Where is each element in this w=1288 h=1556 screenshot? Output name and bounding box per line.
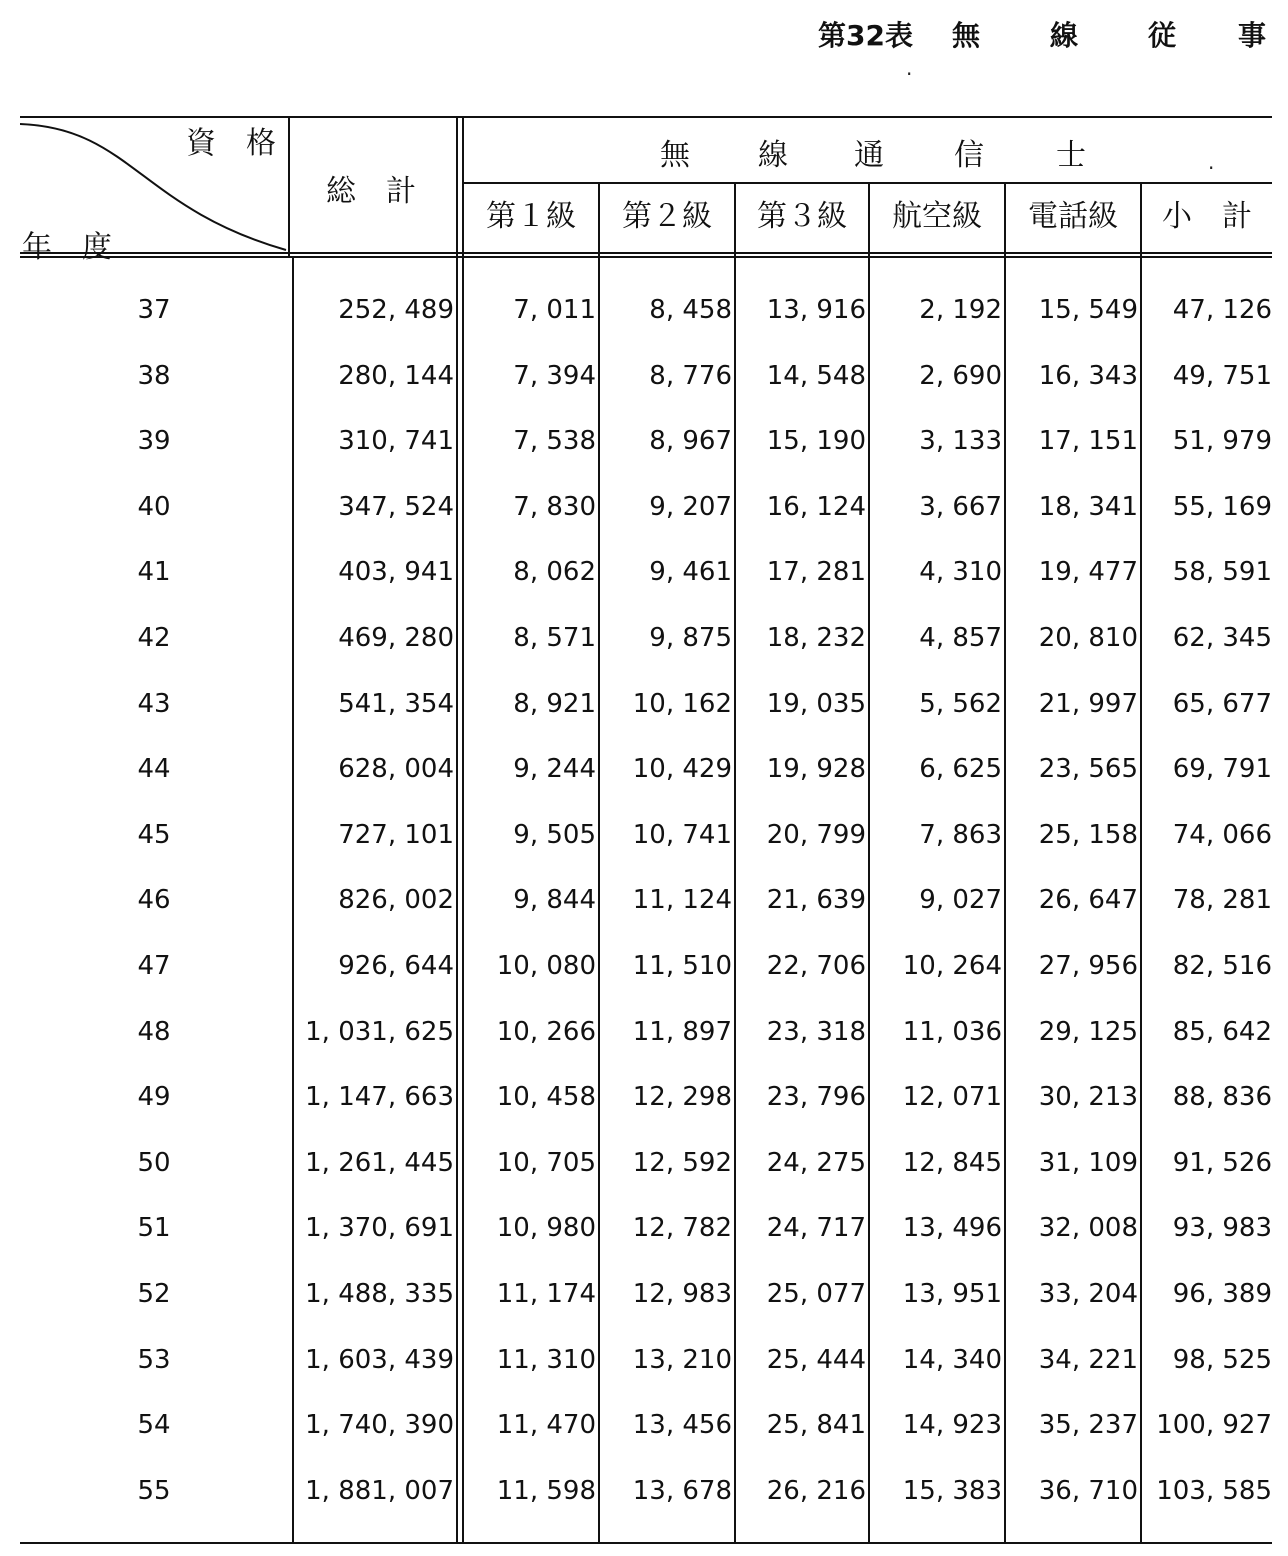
cell-total: 347, 524 [338,492,454,522]
group-char: 信 [954,138,984,173]
column-divider [1140,184,1142,1544]
cell-total: 1, 488, 335 [305,1279,454,1309]
cell-year: 54 [137,1410,171,1440]
cell-year: 49 [137,1082,171,1112]
group-char: 無 [660,138,690,173]
cell-c3: 25, 077 [766,1279,866,1309]
cell-year: 43 [137,689,171,719]
cell-tel: 26, 647 [1038,885,1138,915]
cell-total: 628, 004 [338,754,454,784]
cell-air: 14, 923 [902,1410,1002,1440]
cell-c1: 8, 571 [513,623,596,653]
cell-total: 1, 031, 625 [305,1017,454,1047]
cell-c1: 10, 458 [496,1082,596,1112]
cell-air: 4, 857 [919,623,1002,653]
cell-c2: 8, 776 [649,361,732,391]
cell-air: 2, 690 [919,361,1002,391]
cell-c2: 12, 592 [632,1148,732,1178]
column-divider [598,184,600,1544]
cell-total: 727, 101 [338,820,454,850]
cell-air: 3, 133 [919,426,1002,456]
cell-sub: 93, 983 [1172,1213,1272,1243]
cell-tel: 20, 810 [1038,623,1138,653]
cell-c1: 9, 505 [513,820,596,850]
cell-year: 48 [137,1017,171,1047]
cell-c3: 25, 444 [766,1345,866,1375]
cell-c1: 8, 062 [513,557,596,587]
cell-c2: 8, 967 [649,426,732,456]
cell-sub: 49, 751 [1172,361,1272,391]
cell-c2: 10, 741 [632,820,732,850]
cell-c3: 24, 717 [766,1213,866,1243]
table-bottom-rule [20,1542,1272,1544]
cell-tel: 16, 343 [1038,361,1138,391]
cell-c3: 19, 035 [766,689,866,719]
cell-c2: 9, 461 [649,557,732,587]
cell-air: 10, 264 [902,951,1002,981]
total-divider-right [462,116,464,1544]
cell-year: 55 [137,1476,171,1506]
cell-year: 50 [137,1148,171,1178]
cell-sub: 103, 585 [1156,1476,1272,1506]
cell-year: 46 [137,885,171,915]
cell-year: 51 [137,1213,171,1243]
cell-sub: 65, 677 [1172,689,1272,719]
cell-year: 39 [137,426,171,456]
group-char: 通 [854,138,884,173]
cell-tel: 29, 125 [1038,1017,1138,1047]
cell-total: 926, 644 [338,951,454,981]
cell-c1: 7, 011 [513,295,596,325]
cell-year: 38 [137,361,171,391]
cell-sub: 78, 281 [1172,885,1272,915]
cell-air: 14, 340 [902,1345,1002,1375]
cell-sub: 55, 169 [1172,492,1272,522]
cell-year: 42 [137,623,171,653]
column-divider [1004,184,1006,1544]
cell-total: 252, 489 [338,295,454,325]
cell-c1: 7, 538 [513,426,596,456]
cell-c2: 10, 429 [632,754,732,784]
cell-c1: 11, 470 [496,1410,596,1440]
cell-tel: 27, 956 [1038,951,1138,981]
cell-c2: 8, 458 [649,295,732,325]
cell-tel: 17, 151 [1038,426,1138,456]
cell-tel: 35, 237 [1038,1410,1138,1440]
cell-c1: 10, 705 [496,1148,596,1178]
cell-c2: 11, 897 [632,1017,732,1047]
table-title [818,8,1278,52]
total-divider-left [456,116,458,1544]
cell-tel: 23, 565 [1038,754,1138,784]
cell-c3: 21, 639 [766,885,866,915]
cell-sub: 82, 516 [1172,951,1272,981]
cell-tel: 36, 710 [1038,1476,1138,1506]
cell-air: 6, 625 [919,754,1002,784]
group-char: 線 [758,138,788,173]
cell-c2: 13, 678 [632,1476,732,1506]
column-header-second-class: 第２級 [622,199,712,234]
group-char: 士 [1056,138,1086,173]
cell-air: 7, 863 [919,820,1002,850]
cell-c2: 12, 782 [632,1213,732,1243]
cell-sub: 74, 066 [1172,820,1272,850]
cell-air: 3, 667 [919,492,1002,522]
cell-total: 280, 144 [338,361,454,391]
title-char: 無 [952,19,981,52]
cell-c2: 10, 162 [632,689,732,719]
cell-total: 1, 881, 007 [305,1476,454,1506]
cell-sub: 47, 126 [1172,295,1272,325]
cell-sub: 98, 525 [1172,1345,1272,1375]
cell-c2: 13, 210 [632,1345,732,1375]
cell-c1: 11, 598 [496,1476,596,1506]
cell-c1: 11, 174 [496,1279,596,1309]
cell-c1: 9, 844 [513,885,596,915]
header-total: 総 計 [326,174,416,209]
column-header-third-class: 第３級 [757,199,847,234]
cell-air: 12, 071 [902,1082,1002,1112]
cell-c3: 18, 232 [766,623,866,653]
cell-c1: 11, 310 [496,1345,596,1375]
cell-c3: 24, 275 [766,1148,866,1178]
header-qualification: 資 格 [186,126,276,161]
cell-sub: 96, 389 [1172,1279,1272,1309]
column-header-first-class: 第１級 [486,199,576,234]
cell-air: 12, 845 [902,1148,1002,1178]
cell-c3: 19, 928 [766,754,866,784]
cell-c3: 13, 916 [766,295,866,325]
cell-c3: 23, 796 [766,1082,866,1112]
cell-c1: 7, 394 [513,361,596,391]
cell-total: 1, 261, 445 [305,1148,454,1178]
cell-total: 1, 603, 439 [305,1345,454,1375]
cell-year: 52 [137,1279,171,1309]
cell-sub: 100, 927 [1156,1410,1272,1440]
speck: · [1208,156,1215,180]
column-divider [868,184,870,1544]
cell-c2: 13, 456 [632,1410,732,1440]
cell-total: 826, 002 [338,885,454,915]
title-char: 線 [1050,19,1079,52]
cell-year: 37 [137,295,171,325]
cell-year: 44 [137,754,171,784]
cell-year: 40 [137,492,171,522]
cell-year: 47 [137,951,171,981]
cell-year: 53 [137,1345,171,1375]
cell-total: 1, 147, 663 [305,1082,454,1112]
cell-c1: 10, 980 [496,1213,596,1243]
cell-total: 310, 741 [338,426,454,456]
cell-total: 469, 280 [338,623,454,653]
cell-air: 5, 562 [919,689,1002,719]
cell-sub: 69, 791 [1172,754,1272,784]
cell-tel: 31, 109 [1038,1148,1138,1178]
cell-air: 13, 951 [902,1279,1002,1309]
cell-total: 1, 370, 691 [305,1213,454,1243]
cell-year: 45 [137,820,171,850]
cell-sub: 88, 836 [1172,1082,1272,1112]
cell-sub: 62, 345 [1172,623,1272,653]
cell-c1: 9, 244 [513,754,596,784]
cell-c2: 12, 298 [632,1082,732,1112]
cell-c1: 10, 080 [496,951,596,981]
cell-tel: 19, 477 [1038,557,1138,587]
cell-sub: 51, 979 [1172,426,1272,456]
cell-c2: 11, 124 [632,885,732,915]
cell-air: 13, 496 [902,1213,1002,1243]
cell-air: 2, 192 [919,295,1002,325]
column-header-telephone: 電話級 [1028,199,1118,234]
cell-air: 9, 027 [919,885,1002,915]
cell-c1: 8, 921 [513,689,596,719]
cell-air: 15, 383 [902,1476,1002,1506]
cell-air: 11, 036 [902,1017,1002,1047]
cell-tel: 21, 997 [1038,689,1138,719]
cell-total: 1, 740, 390 [305,1410,454,1440]
speck: · [906,62,913,86]
cell-c1: 7, 830 [513,492,596,522]
cell-c3: 16, 124 [766,492,866,522]
title-char: 従 [1148,19,1177,52]
cell-tel: 34, 221 [1038,1345,1138,1375]
header-bottom-rule-2 [20,256,1272,258]
cell-c3: 22, 706 [766,951,866,981]
cell-tel: 25, 158 [1038,820,1138,850]
cell-c2: 9, 875 [649,623,732,653]
cell-c3: 14, 548 [766,361,866,391]
cell-tel: 30, 213 [1038,1082,1138,1112]
cell-c3: 17, 281 [766,557,866,587]
table-number: 第32表 [818,19,913,52]
cell-total: 403, 941 [338,557,454,587]
cell-tel: 33, 204 [1038,1279,1138,1309]
column-divider [734,184,736,1544]
cell-sub: 85, 642 [1172,1017,1272,1047]
cell-c2: 12, 983 [632,1279,732,1309]
cell-c1: 10, 266 [496,1017,596,1047]
cell-air: 4, 310 [919,557,1002,587]
cell-c2: 11, 510 [632,951,732,981]
cell-c3: 20, 799 [766,820,866,850]
cell-c3: 15, 190 [766,426,866,456]
cell-c3: 25, 841 [766,1410,866,1440]
cell-year: 41 [137,557,171,587]
column-header-subtotal: 小 計 [1162,199,1252,234]
cell-tel: 32, 008 [1038,1213,1138,1243]
year-column-divider [292,256,294,1544]
cell-total: 541, 354 [338,689,454,719]
column-header-aviation: 航空級 [892,199,982,234]
cell-sub: 58, 591 [1172,557,1272,587]
cell-c2: 9, 207 [649,492,732,522]
header-fiscal-year: 年 度 [22,230,112,265]
title-char: 事 [1238,19,1267,52]
cell-tel: 18, 341 [1038,492,1138,522]
cell-sub: 91, 526 [1172,1148,1272,1178]
cell-c3: 26, 216 [766,1476,866,1506]
cell-tel: 15, 549 [1038,295,1138,325]
cell-c3: 23, 318 [766,1017,866,1047]
